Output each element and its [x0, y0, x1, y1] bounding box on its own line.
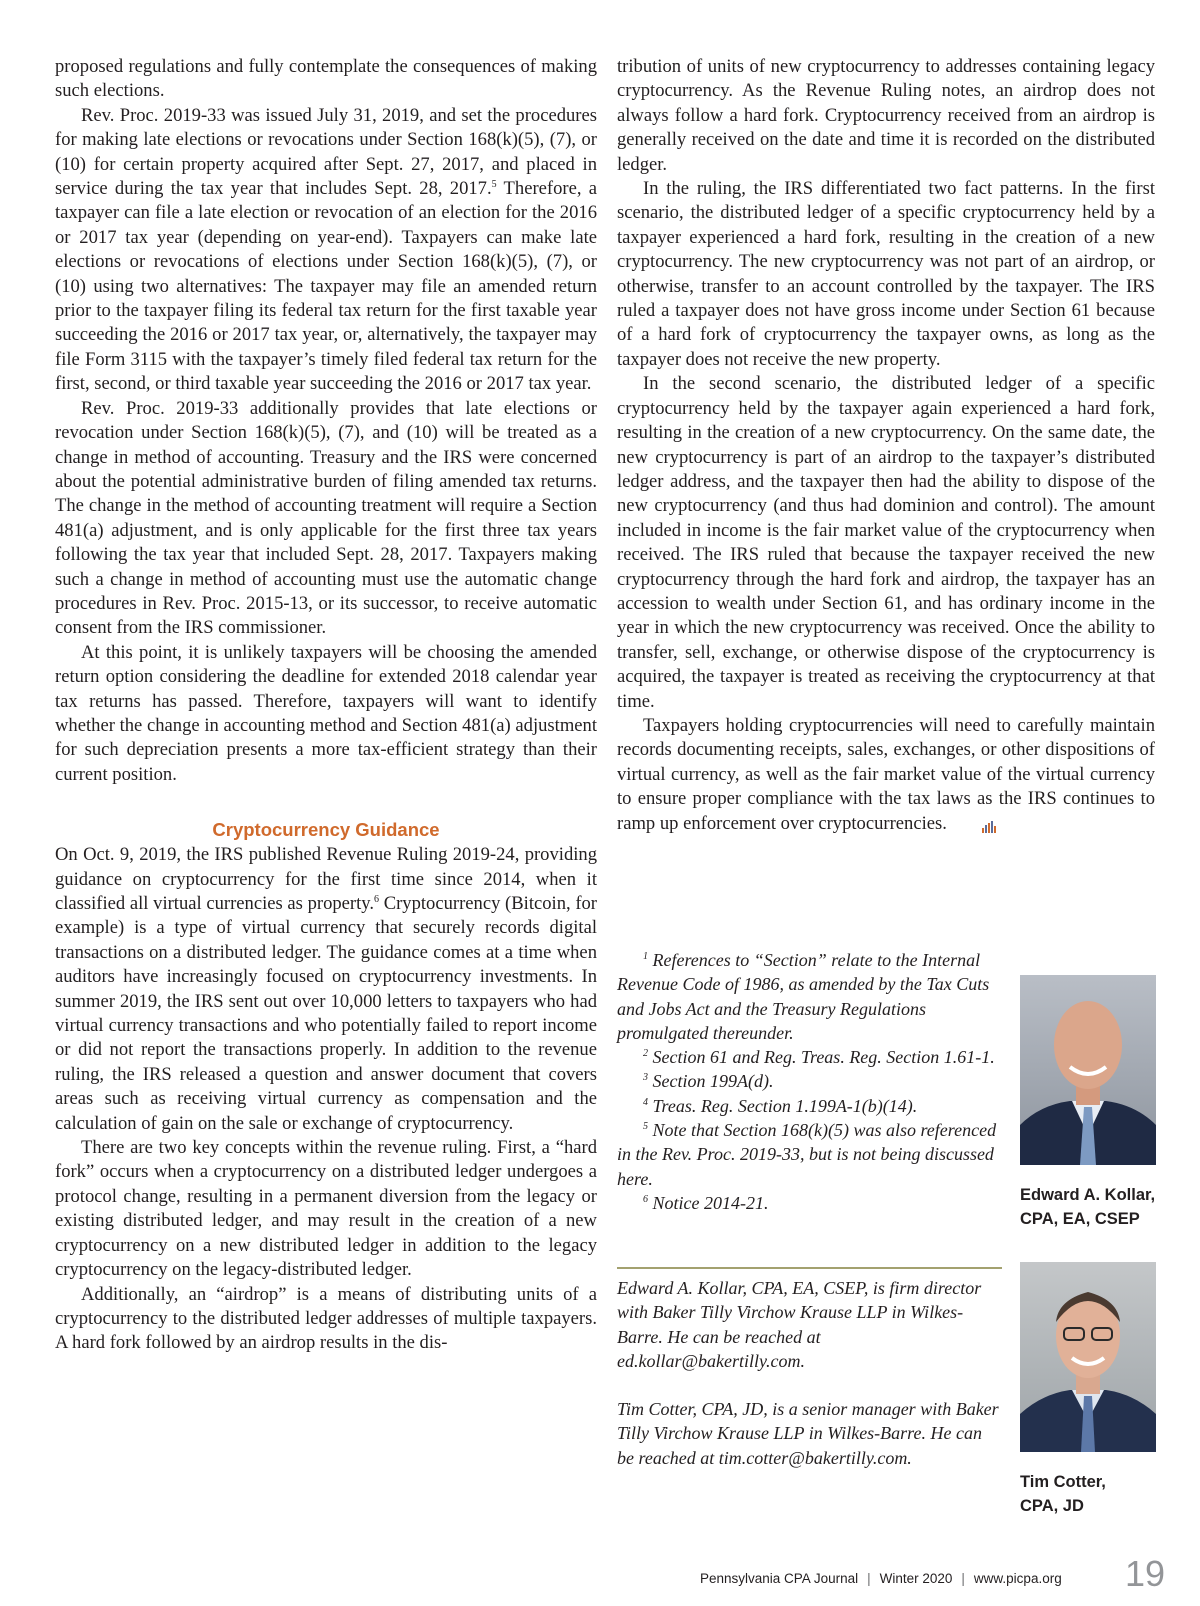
- bio-kollar: Edward A. Kollar, CPA, EA, CSEP, is firm director with Baker Tilly Virchow Krause LLP in Wilkes-Barre. He can be reached at ed.kollar@bakertilly.com.: [617, 1278, 982, 1371]
- author-photo-kollar: [1020, 975, 1156, 1165]
- footnote-text: Section 61 and Reg. Treas. Reg. Section 1.61-1.: [648, 1047, 995, 1068]
- paragraph: [617, 714, 1155, 836]
- footnote: [617, 948, 1002, 1045]
- paragraph: Additionally, an “airdrop” is a means of distributing units of a cryptocurrency to the distributed ledger addresses of multiple taxpayers. A hard fork followed by an airdrop results in the dis-: [55, 1283, 597, 1354]
- footnote-text: References to “Section” relate to the Internal Revenue Code of 1986, as amended by the Tax Cuts and Jobs Act and the Treasury Regulations promulgated thereunder.: [617, 950, 990, 1043]
- caption-kollar: [1020, 1183, 1190, 1231]
- footnote-number: 1: [643, 951, 648, 962]
- paragraph-text: Taxpayers holding cryptocurrencies will need to carefully maintain records documenting receipts, sales, exchanges, or other dispositions of virtual currency, as well as the fair market value of the virtual currency to ensure proper compliance with the tax laws as the IRS continues to ramp up enforcement over cryptocurrencies.: [617, 714, 1155, 834]
- right-column: [617, 55, 1155, 836]
- footnote-text: Note that Section 168(k)(5) was also referenced in the Rev. Proc. 2019-33, but is not being discussed here.: [617, 1120, 997, 1189]
- paragraph: tribution of units of new cryptocurrency to addresses containing legacy cryptocurrency. As the Revenue Ruling notes, an airdrop does not always follow a hard fork. Cryptocurrency received from an airdrop is generally received on the date and time it is recorded on the distributed ledger.: [617, 56, 1155, 175]
- page-footer: [700, 1571, 1062, 1586]
- footer-issue: Winter 2020: [879, 1571, 953, 1586]
- paragraph: In the ruling, the IRS differentiated two fact patterns. In the first scenario, the distributed ledger of a specific cryptocurrency held by a taxpayer experienced a hard fork, resulting in the creation of a new cryptocurrency. The new cryptocurrency was not part of an airdrop, or otherwise, transfer to an account controlled by the taxpayer. The IRS ruled a taxpayer does not have gross income under Section 61 because of a hard fork of cryptocurrency the taxpayer owns, as long as the taxpayer does not receive the new property.: [617, 178, 1155, 370]
- footnote-text: Treas. Reg. Section 1.199A-1(b)(14).: [648, 1095, 918, 1116]
- paragraph: proposed regulations and fully contemplate the consequences of making such elections.: [55, 56, 597, 102]
- footnote: [617, 1191, 1002, 1215]
- bio-cotter: Tim Cotter, CPA, JD, is a senior manager with Baker Tilly Virchow Krause LLP in Wilkes-Barre. He can be reached at tim.cotter@bakertilly.com.: [617, 1399, 999, 1468]
- paragraph: [55, 104, 597, 397]
- section-heading: Cryptocurrency Guidance: [212, 819, 440, 841]
- footer-site[interactable]: www.picpa.org: [973, 1571, 1062, 1586]
- footnote: [617, 1118, 1002, 1191]
- paragraph: There are two key concepts within the revenue ruling. First, a “hard fork” occurs when a cryptocurrency on a distributed ledger undergoes a protocol change, resulting in a permanent diversion from the legacy or existing distributed ledger, and may result in the creation of a new cryptocurrency on a new distributed ledger in addition to the legacy cryptocurrency on the legacy-distributed ledger.: [55, 1137, 597, 1281]
- author-photo-cotter: [1020, 1262, 1156, 1452]
- footnote-divider: [617, 1267, 1002, 1269]
- paragraph-text: Therefore, a taxpayer can file a late election or revocation of an election for the 2016 or 2017 tax year (depending on year-end). Taxpayers can make late elections or revocations of elections under Section 168(k)(5), (7), or (10) using two alternatives: The taxpayer may file an amended return prior to the taxpayer filing its federal tax return for the first taxable year succeeding the 2016 or 2017 tax year, or, alternatively, the taxpayer may file Form 3115 with the taxpayer’s timely filed federal tax return for the first, second, or third taxable year succeeding the 2016 or 2017 tax year.: [55, 178, 597, 395]
- footnote-number: 5: [643, 1121, 648, 1133]
- caption-credentials: CPA, JD: [1020, 1497, 1084, 1515]
- footnote-ref[interactable]: 6: [374, 893, 380, 905]
- footer-journal: Pennsylvania CPA Journal: [700, 1571, 859, 1586]
- footnotes: [617, 948, 1002, 1215]
- footnote-number: 4: [643, 1096, 648, 1108]
- caption-name: Edward A. Kollar,: [1020, 1186, 1156, 1204]
- caption-credentials: CPA, EA, CSEP: [1020, 1210, 1140, 1228]
- footnote-number: 6: [643, 1193, 648, 1205]
- page-number: 19: [1125, 1553, 1166, 1594]
- paragraph-text: Rev. Proc. 2019-33 was issued July 31, 2019, and set the procedures for making late elections or revocations under Section 168(k)(5), (7), or (10) for certain property acquired after Sept. 27, 2017, and placed in service during the tax year that includes Sept. 28, 2017.: [55, 104, 597, 200]
- footnote: [617, 1045, 1002, 1069]
- footnote: [617, 1069, 1002, 1093]
- paragraph: At this point, it is unlikely taxpayers will be choosing the amended return option considering the deadline for extended 2018 calendar year tax returns has passed. Therefore, taxpayers will want to identify whether the change in accounting method and Section 481(a) adjustment for such depreciation presents a more tax-efficient strategy than their current position.: [55, 641, 597, 785]
- footnote-number: 2: [643, 1048, 648, 1060]
- left-column: [55, 55, 597, 1356]
- footnote: [617, 1094, 1002, 1118]
- paragraph: [55, 843, 597, 1136]
- author-bios: [617, 1276, 1002, 1470]
- caption-name: Tim Cotter,: [1020, 1473, 1106, 1491]
- footer-separator: |: [961, 1571, 965, 1586]
- picpa-end-mark-icon: [955, 817, 971, 831]
- footnote-text: Section 199A(d).: [648, 1071, 774, 1092]
- paragraph-text: On Oct. 9, 2019, the IRS published Revenue Ruling 2019-24, providing guidance on cryptocurrency for the first time since 2014, when it classified all virtual currencies as property.: [55, 844, 597, 914]
- paragraph: In the second scenario, the distributed ledger of a specific cryptocurrency held by the taxpayer again experienced a hard fork, resulting in the creation of a new cryptocurrency. On the same date, the new cryptocurrency is part of an airdrop to the taxpayer’s distributed ledger address, and the taxpayer then had the ability to dispose of the new cryptocurrency (and thus had dominion and control). The amount included in income is the fair market value of the cryptocurrency when received. The IRS ruled that because the taxpayer received the new cryptocurrency through the hard fork and airdrop, the taxpayer has an accession to wealth under Section 61, and has ordinary income in the year in which the new cryptocurrency was received. Once the ability to transfer, sell, exchange, or otherwise dispose of the cryptocurrency is acquired, the taxpayer is treated as receiving the cryptocurrency at that time.: [617, 373, 1155, 712]
- paragraph: Rev. Proc. 2019-33 additionally provides that late elections or revocation under Section 168(k)(5), (7), and (10) will be treated as a change in method of accounting. Treasury and the IRS were concerned about the potential administrative burden of filing amended tax returns. The change in the method of accounting treatment will require a Section 481(a) adjustment, and is only applicable for the first three tax years following the tax year that included Sept. 28, 2017. Taxpayers making such a change in method of accounting must use the automatic change procedures in Rev. Proc. 2015-13, or its successor, to receive automatic consent from the IRS commissioner.: [55, 397, 597, 639]
- footer-separator: |: [867, 1571, 871, 1586]
- footnote-number: 3: [643, 1072, 648, 1084]
- paragraph-text: Cryptocurrency (Bitcoin, for example) is a type of virtual currency that securely records digital transactions on a distributed ledger. The guidance comes at a time when auditors have increasingly focused on cryptocurrency investments. In summer 2019, the IRS sent out over 10,000 letters to taxpayers who had virtual currency transactions and who potentially failed to report income or did not report the transactions properly. In addition to the revenue ruling, the IRS released a question and answer document that covers areas such as receiving virtual currency as compensation and the calculation of gain on the sale or exchange of cryptocurrency.: [55, 893, 598, 1134]
- footnote-text: Notice 2014-21.: [648, 1192, 769, 1213]
- footnote-ref[interactable]: 5: [491, 178, 497, 190]
- caption-cotter: [1020, 1470, 1190, 1518]
